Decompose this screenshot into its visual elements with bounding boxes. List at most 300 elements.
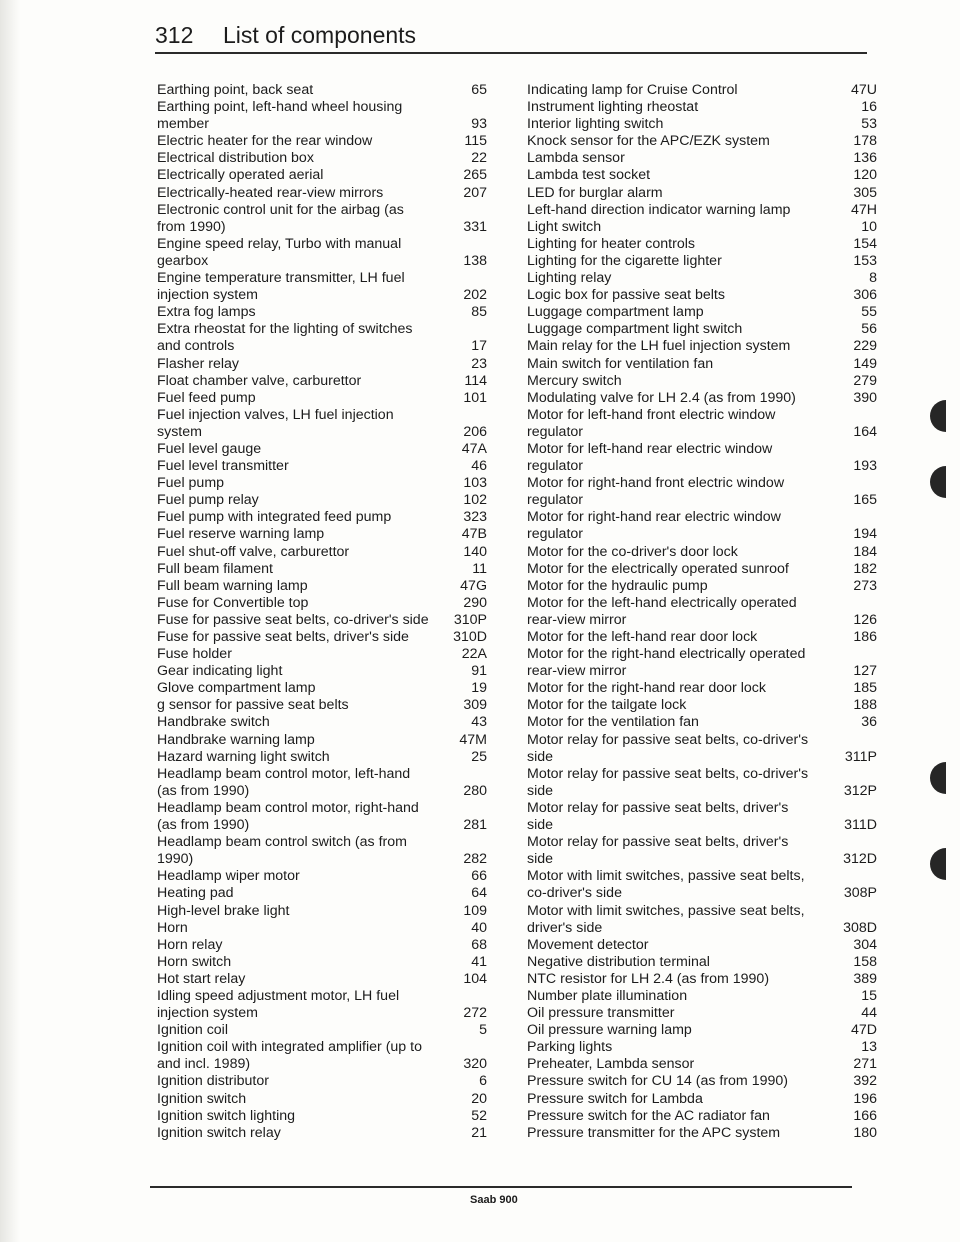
component-entry xyxy=(527,219,877,236)
component-name: Fuse holder xyxy=(157,646,232,663)
component-entry xyxy=(527,766,877,800)
component-name: Motor for left-hand front electric window regulator xyxy=(527,406,776,440)
component-entry xyxy=(527,133,877,150)
component-name: Lambda test socket xyxy=(527,167,651,184)
component-name: Extra fog lamps xyxy=(157,304,256,321)
component-name: Hazard warning light switch xyxy=(157,748,330,765)
component-ref: 55 xyxy=(861,304,877,321)
component-ref: 305 xyxy=(853,184,877,201)
component-entry xyxy=(527,732,877,766)
component-name: Motor for the hydraulic pump xyxy=(527,577,708,594)
component-entry xyxy=(157,509,487,526)
component-entry xyxy=(527,99,877,116)
component-name: Modulating valve for LH 2.4 (as from 1990) xyxy=(527,389,796,406)
component-entry xyxy=(527,578,877,595)
component-ref: 102 xyxy=(463,492,487,509)
component-name: Motor relay for passive seat belts, driver's side xyxy=(527,799,789,834)
component-ref: 66 xyxy=(471,868,487,885)
component-ref: 36 xyxy=(861,714,877,731)
component-entry xyxy=(157,749,487,766)
component-entry xyxy=(527,150,877,167)
component-name: Lighting relay xyxy=(527,270,612,287)
component-name: Motor for left-hand rear electric window regulator xyxy=(527,440,773,475)
component-entry xyxy=(157,270,487,304)
component-entry xyxy=(527,834,877,868)
component-entry xyxy=(527,680,877,697)
component-ref: 194 xyxy=(853,526,877,543)
component-ref: 16 xyxy=(861,99,877,116)
component-name: Pressure switch for CU 14 (as from 1990) xyxy=(527,1073,788,1090)
component-entry xyxy=(527,561,877,578)
component-entry xyxy=(527,868,877,902)
component-ref: 120 xyxy=(853,167,877,184)
component-name: Main switch for ventilation fan xyxy=(527,355,714,372)
component-ref: 93 xyxy=(471,116,487,133)
component-name: Motor for the tailgate lock xyxy=(527,697,687,714)
page-footer: Saab 900 xyxy=(470,1194,518,1206)
component-entry xyxy=(157,304,487,321)
component-ref: 46 xyxy=(471,458,487,475)
component-name: NTC resistor for LH 2.4 (as from 1990) xyxy=(527,970,770,987)
component-entry xyxy=(157,373,487,390)
component-name: Glove compartment lamp xyxy=(157,680,316,697)
component-name: Lambda sensor xyxy=(527,150,625,167)
component-ref: 331 xyxy=(463,218,487,235)
component-entry xyxy=(157,1091,487,1108)
component-ref: 206 xyxy=(463,423,487,440)
thumb-tab-marker xyxy=(930,762,946,794)
component-name: Preheater, Lambda sensor xyxy=(527,1056,695,1073)
component-name: Gear indicating light xyxy=(157,663,283,680)
component-entry xyxy=(157,202,487,236)
component-ref: 40 xyxy=(471,919,487,936)
scan-edge-shadow xyxy=(0,0,20,1242)
component-ref: 22 xyxy=(471,150,487,167)
component-entry xyxy=(527,373,877,390)
component-name: Engine temperature transmitter, LH fuel injection system xyxy=(157,270,405,304)
component-name: Electric heater for the rear window xyxy=(157,133,373,150)
component-name: Horn switch xyxy=(157,953,232,970)
component-entry xyxy=(527,971,877,988)
component-entry xyxy=(157,133,487,150)
component-entry xyxy=(527,236,877,253)
component-ref: 101 xyxy=(463,389,487,406)
component-entry xyxy=(527,1091,877,1108)
component-name: Electrically operated aerial xyxy=(157,167,324,184)
component-ref: 154 xyxy=(853,235,877,252)
component-ref: 52 xyxy=(471,1107,487,1124)
component-name: Motor relay for passive seat belts, co-driver's side xyxy=(527,765,809,799)
component-entry xyxy=(157,475,487,492)
component-name: Electronic control unit for the airbag (as from 1990) xyxy=(157,201,404,235)
component-name: Hot start relay xyxy=(157,970,246,987)
component-name: Motor relay for passive seat belts, driver's side xyxy=(527,834,789,868)
component-entry xyxy=(527,988,877,1005)
component-entry xyxy=(157,766,487,800)
component-ref: 64 xyxy=(471,885,487,902)
component-entry xyxy=(157,646,487,663)
component-entry xyxy=(527,1108,877,1125)
component-entry xyxy=(157,492,487,509)
component-ref: 392 xyxy=(853,1073,877,1090)
component-ref: 184 xyxy=(853,543,877,560)
component-ref: 47D xyxy=(850,1022,877,1039)
component-ref: 136 xyxy=(853,150,877,167)
component-name: Ignition coil with integrated amplifier (up to and incl. 1989) xyxy=(157,1039,422,1073)
component-name: Handbrake warning lamp xyxy=(157,731,315,748)
component-name: Fuel pump xyxy=(157,475,225,492)
component-entry xyxy=(157,356,487,373)
component-ref: 115 xyxy=(464,133,487,150)
component-name: Headlamp wiper motor xyxy=(157,868,300,885)
component-entry xyxy=(527,475,877,509)
component-entry xyxy=(157,954,487,971)
component-entry xyxy=(157,236,487,270)
component-name: Mercury switch xyxy=(527,372,622,389)
component-ref: 282 xyxy=(463,851,487,868)
component-name: Earthing point, back seat xyxy=(157,82,314,98)
component-entry xyxy=(157,971,487,988)
component-ref: 149 xyxy=(853,355,877,372)
component-name: Fuel pump with integrated feed pump xyxy=(157,509,392,526)
component-name: Motor for right-hand rear electric window regulator xyxy=(527,509,781,543)
component-entry xyxy=(157,390,487,407)
component-entry xyxy=(527,321,877,338)
component-ref: 178 xyxy=(853,133,877,150)
component-name: Movement detector xyxy=(527,936,649,953)
component-name: g sensor for passive seat belts xyxy=(157,697,349,714)
component-ref: 290 xyxy=(463,594,487,611)
component-ref: 65 xyxy=(471,82,487,98)
component-entry xyxy=(527,253,877,270)
component-entry xyxy=(527,1125,877,1142)
component-name: Heating pad xyxy=(157,885,234,902)
component-name: Luggage compartment light switch xyxy=(527,321,743,338)
component-entry xyxy=(157,526,487,543)
component-entry xyxy=(527,304,877,321)
component-name: Instrument lighting rheostat xyxy=(527,99,699,116)
component-name: Logic box for passive seat belts xyxy=(527,287,725,304)
component-ref: 308D xyxy=(843,919,877,936)
component-ref: 309 xyxy=(463,697,487,714)
component-entry xyxy=(527,937,877,954)
component-name: Pressure switch for the AC radiator fan xyxy=(527,1107,770,1124)
component-name: Engine speed relay, Turbo with manual gearbox xyxy=(157,235,402,269)
component-ref: 312P xyxy=(843,782,877,799)
component-ref: 44 xyxy=(861,1005,877,1022)
component-entry xyxy=(527,338,877,355)
left-column xyxy=(157,82,487,1142)
component-ref: 164 xyxy=(853,423,877,440)
component-name: Electrical distribution box xyxy=(157,150,314,167)
component-entry xyxy=(527,800,877,834)
component-ref: 229 xyxy=(853,338,877,355)
component-entry xyxy=(157,185,487,202)
component-name: Headlamp beam control switch (as from 1990) xyxy=(157,834,407,868)
page-title: List of components xyxy=(223,22,417,48)
component-ref: 68 xyxy=(471,936,487,953)
component-ref: 43 xyxy=(471,714,487,731)
component-name: Motor for the right-hand electrically operated rear-view mirror xyxy=(527,646,806,680)
component-entry xyxy=(157,544,487,561)
component-ref: 19 xyxy=(471,680,487,697)
right-column xyxy=(527,82,877,1142)
component-ref: 138 xyxy=(463,252,487,269)
component-entry xyxy=(157,1073,487,1090)
component-name: Motor for the co-driver's door lock xyxy=(527,543,738,560)
component-entry xyxy=(527,356,877,373)
component-name: Fuse for passive seat belts, co-driver's side xyxy=(157,611,429,628)
component-ref: 323 xyxy=(463,509,487,526)
component-name: Knock sensor for the APC/EZK system xyxy=(527,133,770,150)
component-name: Pressure switch for Lambda xyxy=(527,1090,703,1107)
component-ref: 103 xyxy=(463,475,487,492)
component-entry xyxy=(157,885,487,902)
component-entry xyxy=(157,920,487,937)
component-ref: 188 xyxy=(853,697,877,714)
component-ref: 13 xyxy=(861,1039,877,1056)
component-entry xyxy=(157,1022,487,1039)
component-ref: 165 xyxy=(853,492,877,509)
component-name: Parking lights xyxy=(527,1039,613,1056)
component-name: Motor with limit switches, passive seat belts, co-driver's side xyxy=(527,868,805,902)
component-ref: 153 xyxy=(853,252,877,269)
thumb-tab-marker xyxy=(930,400,946,432)
component-ref: 17 xyxy=(471,338,487,355)
component-entry xyxy=(527,1073,877,1090)
component-entry xyxy=(527,390,877,407)
component-ref: 20 xyxy=(471,1090,487,1107)
component-name: Float chamber valve, carburettor xyxy=(157,372,362,389)
component-name: Fuel level gauge xyxy=(157,440,262,457)
component-name: Fuse for passive seat belts, driver's side xyxy=(157,629,409,645)
component-name: Motor for the electrically operated sunroof xyxy=(527,560,789,577)
component-entry xyxy=(157,834,487,868)
component-ref: 166 xyxy=(853,1107,877,1124)
component-entry xyxy=(527,954,877,971)
component-entry xyxy=(157,629,487,646)
component-ref: 311P xyxy=(844,748,877,765)
component-ref: 186 xyxy=(853,629,877,645)
component-ref: 126 xyxy=(853,611,877,628)
component-ref: 53 xyxy=(861,116,877,133)
component-ref: 311D xyxy=(844,817,877,834)
component-entry xyxy=(527,629,877,646)
component-entry xyxy=(527,270,877,287)
component-entry xyxy=(157,903,487,920)
component-name: Idling speed adjustment motor, LH fuel injection system xyxy=(157,987,400,1022)
component-ref: 25 xyxy=(471,748,487,765)
component-name: Negative distribution terminal xyxy=(527,953,710,970)
component-ref: 312D xyxy=(843,851,877,868)
component-entry xyxy=(527,1056,877,1073)
component-name: Horn relay xyxy=(157,936,223,953)
component-name: Electrically-heated rear-view mirrors xyxy=(157,184,384,201)
component-ref: 47A xyxy=(461,440,487,457)
component-ref: 280 xyxy=(463,782,487,799)
component-name: Fuse for Convertible top xyxy=(157,594,309,611)
component-ref: 91 xyxy=(471,663,487,680)
component-ref: 180 xyxy=(853,1124,877,1141)
component-ref: 109 xyxy=(463,902,487,919)
component-entry xyxy=(157,800,487,834)
component-ref: 15 xyxy=(861,987,877,1004)
component-name: LED for burglar alarm xyxy=(527,184,663,201)
component-name: Motor for the ventilation fan xyxy=(527,714,699,731)
component-ref: 320 xyxy=(463,1056,487,1073)
component-name: Headlamp beam control motor, left-hand (as from 1990) xyxy=(157,765,411,799)
component-name: Full beam warning lamp xyxy=(157,577,308,594)
component-name: Fuel level transmitter xyxy=(157,458,289,475)
component-name: Ignition switch lighting xyxy=(157,1107,296,1124)
component-entry xyxy=(157,407,487,441)
component-ref: 47B xyxy=(461,526,487,543)
component-ref: 47G xyxy=(460,577,487,594)
component-entry xyxy=(157,612,487,629)
component-ref: 47H xyxy=(850,201,877,218)
component-name: Fuel reserve warning lamp xyxy=(157,526,325,543)
component-entry xyxy=(527,116,877,133)
component-entry xyxy=(157,1108,487,1125)
component-ref: 265 xyxy=(463,167,487,184)
component-entry xyxy=(157,714,487,731)
component-entry xyxy=(527,167,877,184)
component-name: Fuel injection valves, LH fuel injection system xyxy=(157,406,394,440)
component-ref: 47M xyxy=(459,731,487,748)
component-ref: 5 xyxy=(479,1022,487,1039)
component-name: Left-hand direction indicator warning lamp xyxy=(527,201,791,218)
component-name: Fuel shut-off valve, carburettor xyxy=(157,543,350,560)
component-entry xyxy=(157,868,487,885)
component-entry xyxy=(527,1005,877,1022)
component-entry xyxy=(157,82,487,99)
component-ref: 202 xyxy=(463,287,487,304)
component-entry xyxy=(157,1125,487,1142)
component-ref: 56 xyxy=(861,321,877,338)
component-name: Extra rheostat for the lighting of switches and controls xyxy=(157,321,413,355)
component-ref: 114 xyxy=(464,372,487,389)
component-entry xyxy=(527,202,877,219)
component-ref: 279 xyxy=(853,372,877,389)
component-entry xyxy=(157,99,487,133)
component-name: Handbrake switch xyxy=(157,714,270,731)
component-entry xyxy=(527,714,877,731)
component-ref: 389 xyxy=(853,970,877,987)
header-rule xyxy=(155,52,867,54)
component-ref: 127 xyxy=(853,663,877,680)
thumb-tab-marker xyxy=(930,466,946,498)
component-name: Fuel pump relay xyxy=(157,492,259,509)
component-ref: 11 xyxy=(472,560,487,577)
component-ref: 308P xyxy=(843,885,877,902)
component-entry xyxy=(157,663,487,680)
component-ref: 281 xyxy=(463,817,487,834)
component-entry xyxy=(527,82,877,99)
component-ref: 207 xyxy=(463,184,487,201)
component-ref: 140 xyxy=(463,543,487,560)
component-entry xyxy=(157,988,487,1022)
component-ref: 310D xyxy=(453,629,487,645)
component-name: Motor for the left-hand electrically operated rear-view mirror xyxy=(527,594,797,628)
component-name: Ignition switch xyxy=(157,1090,247,1107)
component-ref: 273 xyxy=(853,577,877,594)
component-entry xyxy=(527,407,877,441)
component-entry xyxy=(527,1022,877,1039)
footer-rule xyxy=(150,1186,852,1188)
component-name: Ignition distributor xyxy=(157,1073,269,1090)
component-entry xyxy=(157,150,487,167)
component-name: Main relay for the LH fuel injection system xyxy=(527,338,791,355)
component-name: Motor relay for passive seat belts, co-driver's side xyxy=(527,731,809,765)
component-entry xyxy=(527,544,877,561)
component-ref: 193 xyxy=(853,458,877,475)
component-ref: 272 xyxy=(463,1005,487,1022)
component-entry xyxy=(157,321,487,355)
component-entry xyxy=(157,937,487,954)
component-ref: 8 xyxy=(869,270,877,287)
component-entry xyxy=(527,903,877,937)
component-ref: 304 xyxy=(853,936,877,953)
component-entry xyxy=(527,441,877,475)
component-entry xyxy=(527,185,877,202)
component-entry xyxy=(157,441,487,458)
component-name: Oil pressure transmitter xyxy=(527,1005,675,1022)
component-ref: 306 xyxy=(853,287,877,304)
component-ref: 390 xyxy=(853,389,877,406)
component-name: Horn xyxy=(157,919,188,936)
component-name: Ignition switch relay xyxy=(157,1124,281,1141)
component-entry xyxy=(527,287,877,304)
component-entry xyxy=(157,578,487,595)
component-name: Pressure transmitter for the APC system xyxy=(527,1124,781,1141)
component-ref: 104 xyxy=(463,970,487,987)
component-entry xyxy=(157,167,487,184)
component-name: Motor for right-hand front electric window regulator xyxy=(527,475,785,509)
component-entry xyxy=(157,561,487,578)
component-name: Lighting for the cigarette lighter xyxy=(527,252,722,269)
page-number: 312 xyxy=(155,22,194,48)
component-name: Motor for the left-hand rear door lock xyxy=(527,629,758,645)
component-entry xyxy=(527,1039,877,1056)
component-ref: 310P xyxy=(453,611,487,628)
component-name: Number plate illumination xyxy=(527,987,688,1004)
component-name: Motor with limit switches, passive seat belts, driver's side xyxy=(527,902,805,936)
component-name: Ignition coil xyxy=(157,1022,228,1039)
component-name: Light switch xyxy=(527,218,602,235)
component-name: Headlamp beam control motor, right-hand (as from 1990) xyxy=(157,799,419,834)
component-ref: 271 xyxy=(853,1056,877,1073)
component-ref: 6 xyxy=(479,1073,487,1090)
component-entry xyxy=(157,680,487,697)
component-ref: 23 xyxy=(471,355,487,372)
component-entry xyxy=(157,595,487,612)
component-name: Indicating lamp for Cruise Control xyxy=(527,82,738,98)
component-name: Motor for the right-hand rear door lock xyxy=(527,680,766,697)
component-name: Full beam filament xyxy=(157,560,273,577)
component-entry xyxy=(157,732,487,749)
component-ref: 21 xyxy=(471,1124,487,1141)
component-name: Luggage compartment lamp xyxy=(527,304,704,321)
component-name: Oil pressure warning lamp xyxy=(527,1022,692,1039)
component-ref: 196 xyxy=(853,1090,877,1107)
component-name: Flasher relay xyxy=(157,355,240,372)
component-entry xyxy=(157,458,487,475)
component-ref: 158 xyxy=(853,953,877,970)
component-ref: 85 xyxy=(471,304,487,321)
component-ref: 41 xyxy=(471,953,487,970)
component-entry xyxy=(157,697,487,714)
component-ref: 10 xyxy=(861,218,877,235)
